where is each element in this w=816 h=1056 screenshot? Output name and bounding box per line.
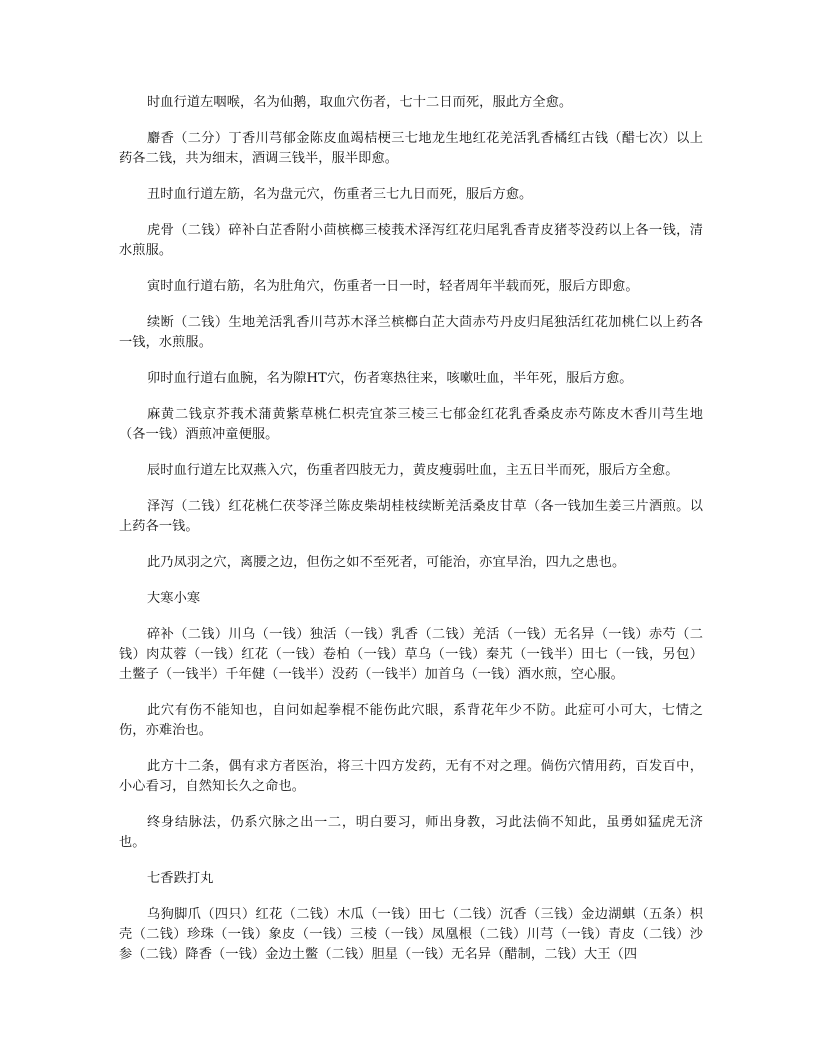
paragraph-7: 卯时血行道右血腕，名为隙HT穴，伤者寒热往来，咳嗽吐血，半年死，服后方愈。 <box>147 371 633 386</box>
paragraph-11: 此乃凤羽之穴，离腰之边，但伤之如不至死者，可能治，亦宜早治，四九之患也。 <box>147 555 626 570</box>
paragraph-13: 碎补（二钱）川乌（一钱）独活（一钱）乳香（二钱）羌活（一钱）无名异（一钱）赤芍（二钱）肉苁蓉（一钱）红花（一钱）卷柏（一钱）草乌（一钱）秦艽（一钱半）田七（一钱，另包）土鳖子（一钱半）千年健（一钱半）没药（一钱半）加首乌（一钱）酒水煎，空心服。 <box>119 627 703 682</box>
paragraph-16: 终身结脉法，仍系穴脉之出一二，明白要习，师出身教，习此法倘不知此，虽勇如猛虎无济也。 <box>119 815 703 850</box>
paragraph-9: 辰时血行道左比双燕入穴，伤重者四肢无力，黄皮瘦弱吐血，主五日半而死，服后方全愈。 <box>147 463 679 478</box>
document-body <box>119 93 703 981</box>
paragraph-15: 此方十二条，偶有求方者医治，将三十四方发药，无有不对之理。倘伤穴情用药，百发百中，小心看习，自然知长久之命也。 <box>119 759 703 794</box>
paragraph-4: 虎骨（二钱）碎补白芷香附小茴槟榔三棱莪术泽泻红花归尾乳香青皮猪苓没药以上各一钱，清水煎服。 <box>119 223 703 258</box>
paragraph-1: 时血行道左咽喉，名为仙鹅，取血穴伤者，七十二日而死，服此方全愈。 <box>147 95 573 110</box>
paragraph-2: 麝香（二分）丁香川芎郁金陈皮血竭桔梗三七地龙生地红花羌活乳香橘红古钱（醋七次）以上药各二钱，共为细末，酒调三钱半，服半即愈。 <box>119 131 703 166</box>
paragraph-14: 此穴有伤不能知也，自问如起拳棍不能伤此穴眼，系背花年少不防。此症可小可大，七情之伤，亦难治也。 <box>119 703 703 738</box>
paragraph-10: 泽泻（二钱）红花桃仁茯苓泽兰陈皮柴胡桂枝续断羌活桑皮甘草（各一钱加生姜三片酒煎。以上药各一钱。 <box>119 499 703 534</box>
paragraph-18: 乌狗脚爪（四只）红花（二钱）木瓜（一钱）田七（二钱）沉香（三钱）金边湖蜞（五条）枳壳（二钱）珍珠（一钱）象皮（一钱）三棱（一钱）凤凰根（二钱）川芎（一钱）青皮（二钱）沙参（二钱）降香（一钱）金边土鳖（二钱）胆星（一钱）无名异（醋制，二钱）大王（四 <box>119 907 703 962</box>
paragraph-3: 丑时血行道左筋，名为盘元穴，伤重者三七九日而死，服后方愈。 <box>147 187 533 202</box>
paragraph-5: 寅时血行道右筋，名为肚角穴，伤重者一日一时，轻者周年半载而死，服后方即愈。 <box>147 279 639 294</box>
section-heading-qixiang-pill: 七香跌打丸 <box>147 871 214 886</box>
section-heading-dahan-xiaohan: 大寒小寒 <box>147 591 201 606</box>
paragraph-8: 麻黄二钱京芥莪术蒲黄紫草桃仁枳壳宜茶三棱三七郁金红花乳香桑皮赤芍陈皮木香川芎生地（各一钱）酒煎冲童便服。 <box>119 407 703 442</box>
paragraph-6: 续断（二钱）生地羌活乳香川芎苏木泽兰槟榔白芷大茴赤芍丹皮归尾独活红花加桃仁以上药各一钱，水煎服。 <box>119 315 703 350</box>
